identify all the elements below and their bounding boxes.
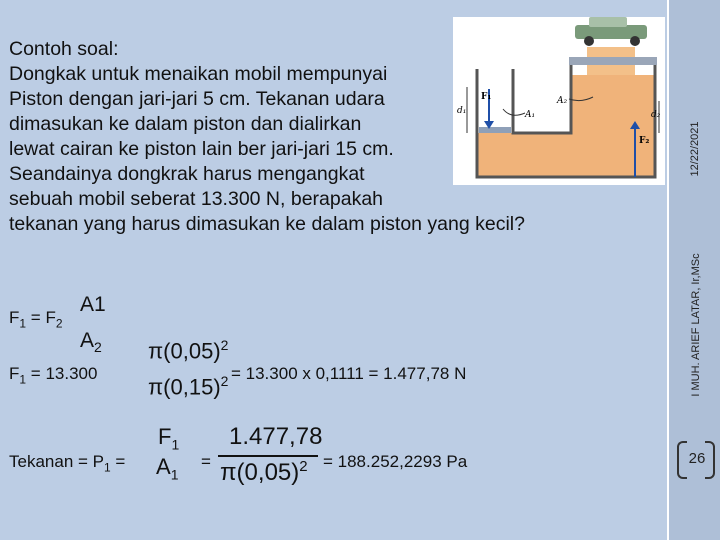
label-A2: A₂ <box>557 96 568 106</box>
eq1-numerator: A1 <box>80 293 106 316</box>
label-F2: F₂ <box>639 136 650 146</box>
text-line: dimasukan ke dalam piston dan dialirkan <box>9 113 362 135</box>
eq2-result: = 13.300 x 0,1111 = 1.477,78 N <box>231 364 467 383</box>
pi-frac-denominator: $\pi(0,15)^2$ <box>148 373 229 400</box>
text-line: Contoh soal: <box>9 38 119 60</box>
eq3-b-denominator: $\pi(0,05)^2$ <box>220 458 308 486</box>
label-d1: d₁ <box>457 106 467 116</box>
text-line: Seandainya dongkrak harus mengangkat <box>9 163 365 185</box>
pi-frac-numerator: $\pi(0,05)^2$ <box>148 337 229 364</box>
eq3-result: = 188.252,2293 Pa <box>323 452 468 471</box>
eq3-f-denominator: $A_1$ <box>156 454 179 483</box>
page-number-text: 26 <box>688 450 706 467</box>
text-line: Dongkak untuk menaikan mobil mempunyai <box>9 63 388 85</box>
eq3-b-numerator: 1.477,78 <box>229 423 323 450</box>
page-number <box>677 441 717 477</box>
label-d2: d₂ <box>651 110 661 120</box>
eq3-fraction-line <box>218 455 318 457</box>
eq1-denominator: $A_2$ <box>80 329 102 356</box>
label-F1: F₁ <box>481 92 492 102</box>
text-line: lewat cairan ke piston lain ber jari-jari 15 cm. <box>9 138 394 160</box>
problem-statement <box>9 37 669 237</box>
eq3-label: Tekanan = $P_1$ = <box>9 452 126 475</box>
eq3-equals: = <box>201 452 211 471</box>
eq3-f-numerator: $F_1$ <box>158 424 180 453</box>
text-line: sebuah mobil seberat 13.300 N, berapakah <box>9 188 384 210</box>
author-label: I MUH. ARIEF LATAR, Ir,MSc <box>690 253 702 397</box>
eq2-lhs: $F_1 = 13.300$ <box>9 364 98 387</box>
text-line: tekanan yang harus dimasukan ke dalam piston yang kecil? <box>9 213 525 235</box>
text-line: Piston dengan jari-jari 5 cm. Tekanan udara <box>9 88 385 110</box>
eq1-lhs: $F_1 = F_2$ <box>9 308 63 331</box>
date-label: 12/22/2021 <box>689 121 701 177</box>
label-A1: A₁ <box>525 110 536 120</box>
